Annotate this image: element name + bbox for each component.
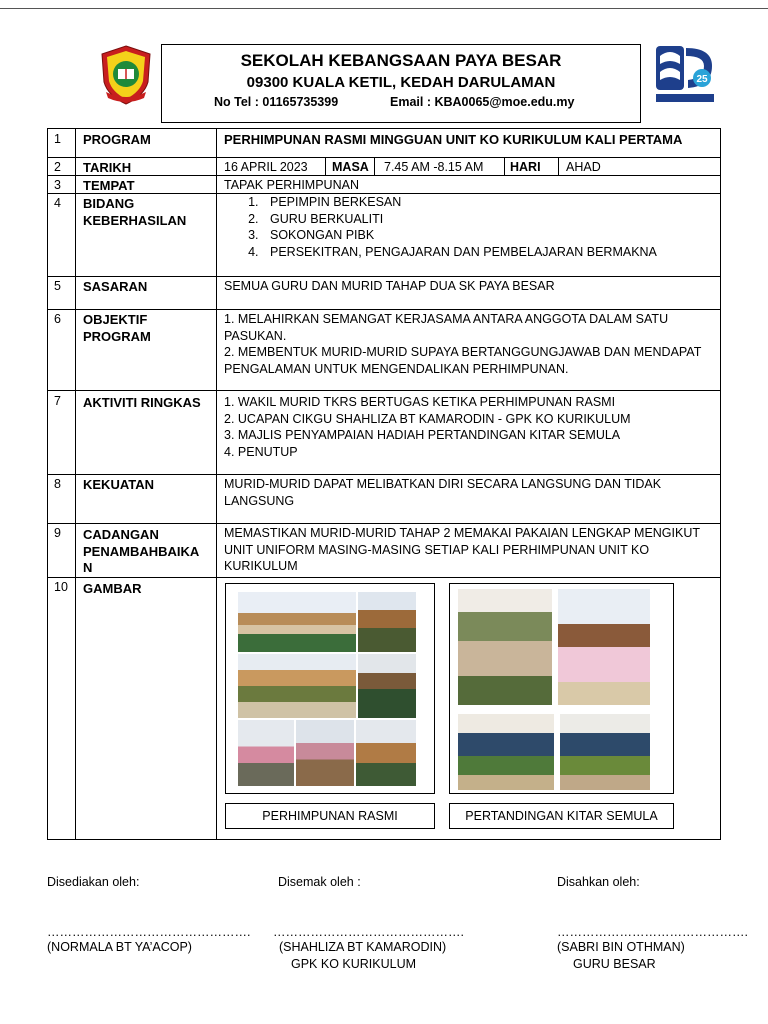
school-address: 09300 KUALA KETIL, KEDAH DARULAMAN: [246, 74, 556, 91]
gambar-label: GAMBAR: [83, 581, 142, 596]
reviewed-by-title: GPK KO KURIKULUM: [291, 957, 417, 971]
page-top-rule: [0, 8, 768, 9]
school-phone: No Tel : 01165735399: [214, 95, 339, 109]
recycling-photo: [458, 714, 554, 790]
school-crest-logo: [98, 44, 154, 106]
photo-collage-assembly: [225, 583, 435, 794]
sasaran-label: SASARAN: [83, 279, 148, 294]
photo-collage-recycling: [449, 583, 674, 794]
assembly-photo: [356, 720, 416, 786]
recycling-photo: [558, 589, 650, 705]
list-item: 1. PEPIMPIN BERKESAN: [262, 194, 714, 211]
row-number: 4: [54, 196, 61, 210]
row-number: 2: [54, 160, 61, 174]
assembly-photo: [358, 592, 416, 652]
date-value: 16 APRIL 2023: [224, 160, 308, 174]
hari-value: AHAD: [566, 160, 601, 174]
prepared-by-name: (NORMALA BT YA’ACOP): [47, 940, 192, 954]
signature-line: ………………………………………….: [47, 925, 251, 939]
cadangan-label: CADANGAN PENAMBAHBAIKA N: [83, 527, 200, 575]
aktiviti-label: AKTIVITI RINGKAS: [83, 395, 201, 410]
list-item: 2. GURU BERKUALITI: [262, 211, 714, 228]
tempat-label: TEMPAT: [83, 178, 135, 193]
reviewed-by-name: (SHAHLIZA BT KAMARODIN): [279, 940, 447, 954]
list-item: 3. SOKONGAN PIBK: [262, 227, 714, 244]
school-email: Email : KBA0065@moe.edu.my: [390, 95, 575, 109]
reviewed-by-heading: Disemak oleh :: [278, 875, 361, 889]
bidang-label: BIDANG KEBERHASILAN: [83, 196, 187, 228]
cadangan-value: MEMASTIKAN MURID-MURID TAHAP 2 MEMAKAI PAKAIAN LENGKAP MENGIKUT UNIT UNIFORM MASING-MASING SETIAP KALI PERHIMPUNAN UNIT KO KURIKULUM: [224, 526, 701, 573]
sasaran-value: SEMUA GURU DAN MURID TAHAP DUA SK PAYA BESAR: [224, 279, 555, 293]
signature-line: ……………………………………….: [557, 925, 748, 939]
tarikh-label: TARIKH: [83, 160, 132, 175]
objektif-label: OBJEKTIF PROGRAM: [83, 312, 151, 344]
program-value: PERHIMPUNAN RASMI MINGGUAN UNIT KO KURIKULUM KALI PERTAMA: [224, 132, 683, 147]
masa-label: MASA: [332, 160, 369, 174]
row-number: 10: [54, 580, 68, 594]
aktiviti-value: 1. WAKIL MURID TKRS BERTUGAS KETIKA PERHIMPUNAN RASMI 2. UCAPAN CIKGU SHAHLIZA BT KAMARODIN - GPK KO KURIKULUM 3. MAJLIS PENYAMPAIAN HADIAH PERTANDINGAN KITAR SEMULA 4. PENUTUP: [224, 395, 631, 459]
assembly-photo: [238, 592, 356, 652]
assembly-photo: [238, 720, 294, 786]
bidang-list: [224, 194, 714, 260]
row-number: 7: [54, 394, 61, 408]
row-number: 3: [54, 178, 61, 192]
ministry-25-logo: [654, 44, 716, 104]
approved-by-title: GURU BESAR: [573, 957, 656, 971]
approved-by-name: (SABRI BIN OTHMAN): [557, 940, 685, 954]
hari-label: HARI: [510, 160, 541, 174]
signature-line: ……………………………………….: [273, 925, 464, 939]
svg-text:25: 25: [696, 74, 708, 85]
recycling-photo: [458, 589, 552, 705]
row-number: 8: [54, 477, 61, 491]
caption-assembly: PERHIMPUNAN RASMI: [225, 803, 435, 829]
caption-recycling: PERTANDINGAN KITAR SEMULA: [449, 803, 674, 829]
assembly-photo: [238, 654, 356, 718]
masa-value: 7.45 AM -8.15 AM: [384, 160, 484, 174]
school-header-box: [161, 44, 641, 123]
list-item: 4. PERSEKITRAN, PENGAJARAN DAN PEMBELAJARAN BERMAKNA: [262, 244, 714, 261]
row-number: 6: [54, 312, 61, 326]
row-number: 5: [54, 279, 61, 293]
school-name: SEKOLAH KEBANGSAAN PAYA BESAR: [240, 51, 562, 70]
objektif-value: 1. MELAHIRKAN SEMANGAT KERJASAMA ANTARA ANGGOTA DALAM SATU PASUKAN. 2. MEMBENTUK MURID-MURID SUPAYA BERTANGGUNGJAWAB DAN MENDAPAT PENGALAMAN UNTUK MENGENDALIKAN PERHIMPUNAN.: [224, 312, 702, 376]
assembly-photo: [296, 720, 354, 786]
tempat-value: TAPAK PERHIMPUNAN: [224, 178, 359, 192]
row-number: 1: [54, 132, 61, 146]
recycling-photo: [560, 714, 650, 790]
row-number: 9: [54, 526, 61, 540]
program-label: PROGRAM: [83, 132, 151, 147]
kekuatan-value: MURID-MURID DAPAT MELIBATKAN DIRI SECARA LANGSUNG DAN TIDAK LANGSUNG: [224, 477, 662, 508]
assembly-photo: [358, 654, 416, 718]
prepared-by-heading: Disediakan oleh:: [47, 875, 140, 889]
kekuatan-label: KEKUATAN: [83, 477, 155, 492]
approved-by-heading: Disahkan oleh:: [557, 875, 640, 889]
